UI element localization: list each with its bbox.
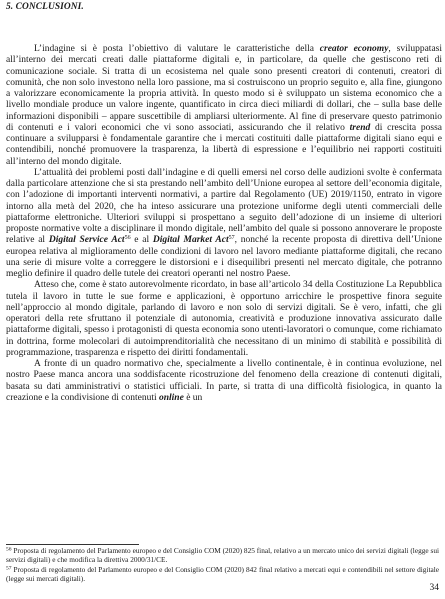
p2-emphasis-2: Digital Market Act: [152, 235, 229, 246]
p1-text-2: , sviluppatasi all’interno dei mercati creati dalle piattaforme digitali e, in particolare, da quelle che gestiscono reti di comunicazione sociale. Si tratta di un ecosistema nel quale sono presenti creatori di contenuti, creatori di comunità, che non solo investono nella loro passione, ma si costruiscono un proprio seguito e, alla fine, giungono a valorizzare economicamente la propria attività. In questo modo si è sviluppato un sistema economico che a livello mondiale produce un valore ingente, quantificato in circa dieci miliardi di dollari, che – sulla base delle informazioni disponibili – appare suscettibile di ampliarsi ulteriormente. Al fine di preservare questo patrimonio di contenuti e i valori economici che vi sono associati, assicurando che il relativo: [6, 44, 443, 133]
footnote-ref-56[interactable]: 56: [124, 235, 131, 242]
footnotes: [6, 546, 439, 583]
p2-emphasis-1: Digital Service Act: [48, 235, 125, 246]
footnote-separator: [6, 544, 139, 545]
p1-text-1: L’indagine si è posta l’obiettivo di valutare le caratteristiche della: [34, 44, 320, 54]
p1-emphasis-1: creator economy: [319, 44, 389, 54]
page-number: 34: [429, 583, 439, 593]
p4-text-1: A fronte di un quadro normativo che, specialmente a livello continentale, è in continua evoluzione, nel nostro Paese manca ancora una soddisfacente ricostruzione del fenomeno della creazione di contenuti digitali, basata su dati amministrativi o statistici ufficiali. In parte, si tratta di una difficoltà fisiologica, in quanto la creazione e la condivisione di contenuti: [6, 359, 442, 403]
footnote-number: 57: [6, 565, 12, 572]
footnote-number: 56: [6, 546, 12, 553]
paragraph-3: Atteso che, come è stato autorevolmente ricordato, in base all’articolo 34 della Costituzione La Repubblica tutela il lavoro in tutte le sue forme e applicazioni, è opportuno arricchire le prospettive finora seguite nell’approccio al mondo digitale, parlando di lavoro e non solo di servizi digitali. Se è vero, infatti, che gli operatori della rete sfruttano il potenziale di autonomia, creatività e produzione innovativa assicurato dalle piattaforme digitali, spesso i protagonisti di questa economia sono utenti-lavoratori o comunque, come richiamato in dottrina, forme molecolari di autoimprenditorialità che necessitano di un minimo di stabilità e possibilità di programmazione, trasparenza e rispetto dei diritti fondamentali.: [6, 280, 442, 358]
footnote-text: Proposta di regolamento del Parlamento europeo e del Consiglio COM (2020) 825 final, relativo a un mercato unico dei servizi digitali (legge sui servizi digitali) e che modifica la direttiva 2000/31/CE.: [6, 546, 439, 565]
p2-text-1: L’attualità dei problemi posti dall’indagine e di quelli emersi nel corso delle audizioni svolte è confermata dalla particolare attenzione che si sta prestando nell’ambito dell’Unione europea al settore dell’economia digitale, con l’adozione di importanti interventi normativi, a partire dal Regolamento (UE) 2019/1150, entrato in vigore intorno alla metà del 2020, che ha inteso assicurare una protezione uniforme degli utenti commerciali delle piattaforme elettroniche. Ulteriori sviluppi si prospettano a seguito dell’adozione di un insieme di ulteriori proposte normative volte a disciplinare il mondo digitale, nell’ambito del quale si possono annoverare le proposte relative al: [6, 167, 442, 246]
p4-emphasis-1: online: [159, 392, 184, 403]
body-text: [6, 44, 442, 404]
paragraph-2: [6, 168, 442, 281]
footnote-56: [6, 546, 439, 565]
section-heading: 5. CONCLUSIONI.: [6, 2, 84, 12]
paragraph-1: [6, 44, 442, 168]
p2-text-2: e al: [130, 235, 153, 246]
footnote-57: [6, 565, 439, 584]
p4-text-2: è un: [183, 392, 203, 403]
paragraph-4: [6, 359, 442, 404]
p2-text-3: , nonché la recente proposta di direttiva dell’Unione europea relativa al miglioramento delle condizioni di lavoro nel lavoro mediante piattaforme digitali, che recano una serie di misure volte a correggere le distorsioni e i disequilibri presenti nel mercato digitale, che potranno meglio definire il quadro delle tutele dei creatori operanti nel nostro Paese.: [6, 235, 443, 279]
footnote-text: Proposta di regolamento del Parlamento europeo e del Consiglio COM (2020) 842 final relativo a mercati equi e contendibili nel settore digitale (legge sui mercati digitali).: [6, 564, 439, 583]
p1-emphasis-2: trend: [349, 122, 371, 133]
footnote-ref-57[interactable]: 57: [228, 235, 235, 242]
p1-text-3: di crescita possa continuare a svilupparsi è fondamentale garantire che i mercati costituiti dalle piattaforme digitali siano equi e contendibili, nonché promuovere la trasparenza, la libertà di espressione e l’equilibrio nei rapporti costituiti all’interno del mondo digitale.: [6, 122, 442, 167]
